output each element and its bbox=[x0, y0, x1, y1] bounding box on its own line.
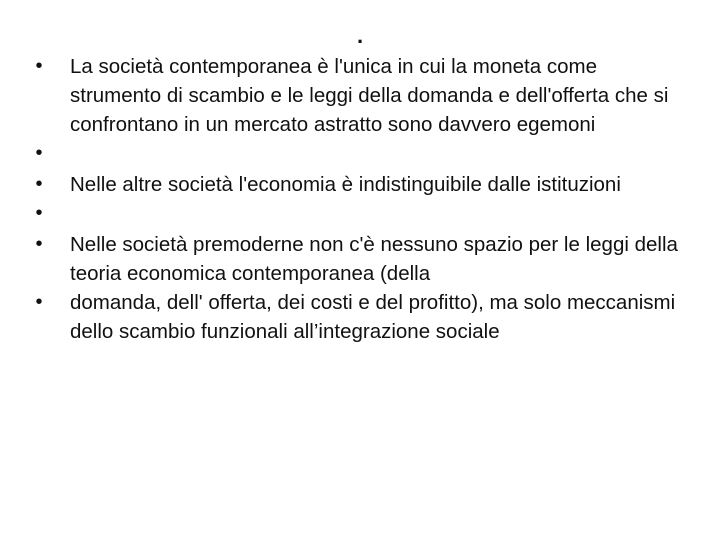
bullet-point-icon: • bbox=[35, 233, 43, 255]
bullet-text: Nelle altre società l'economia è indistinguibile dalle istituzioni bbox=[70, 173, 621, 196]
bullet-list bbox=[32, 52, 692, 346]
bullet-point-icon: • bbox=[35, 202, 43, 224]
bullet-text: domanda, dell' offerta, dei costi e del profitto), ma solo meccanismi dello scambio funzionali all’integrazione sociale bbox=[70, 291, 676, 343]
bullet-item-3 bbox=[32, 170, 692, 199]
slide-title: . bbox=[356, 23, 364, 48]
bullet-item-1 bbox=[32, 52, 692, 139]
bullet-item-6 bbox=[32, 288, 692, 346]
bullet-text: Nelle società premoderne non c'è nessuno spazio per le leggi della teoria economica contemporanea (della bbox=[70, 233, 678, 285]
bullet-point-icon: • bbox=[35, 291, 43, 313]
bullet-item-2 bbox=[32, 139, 692, 170]
bullet-item-5 bbox=[32, 230, 692, 288]
bullet-text: La società contemporanea è l'unica in cui la moneta come strumento di scambio e le leggi della domanda e dell'offerta che si confrontano in un mercato astratto sono davvero egemoni bbox=[70, 55, 669, 136]
bullet-point-icon: • bbox=[35, 142, 43, 164]
bullet-point-icon: • bbox=[35, 55, 43, 77]
bullet-point-icon: • bbox=[35, 173, 43, 195]
bullet-item-4 bbox=[32, 199, 692, 230]
